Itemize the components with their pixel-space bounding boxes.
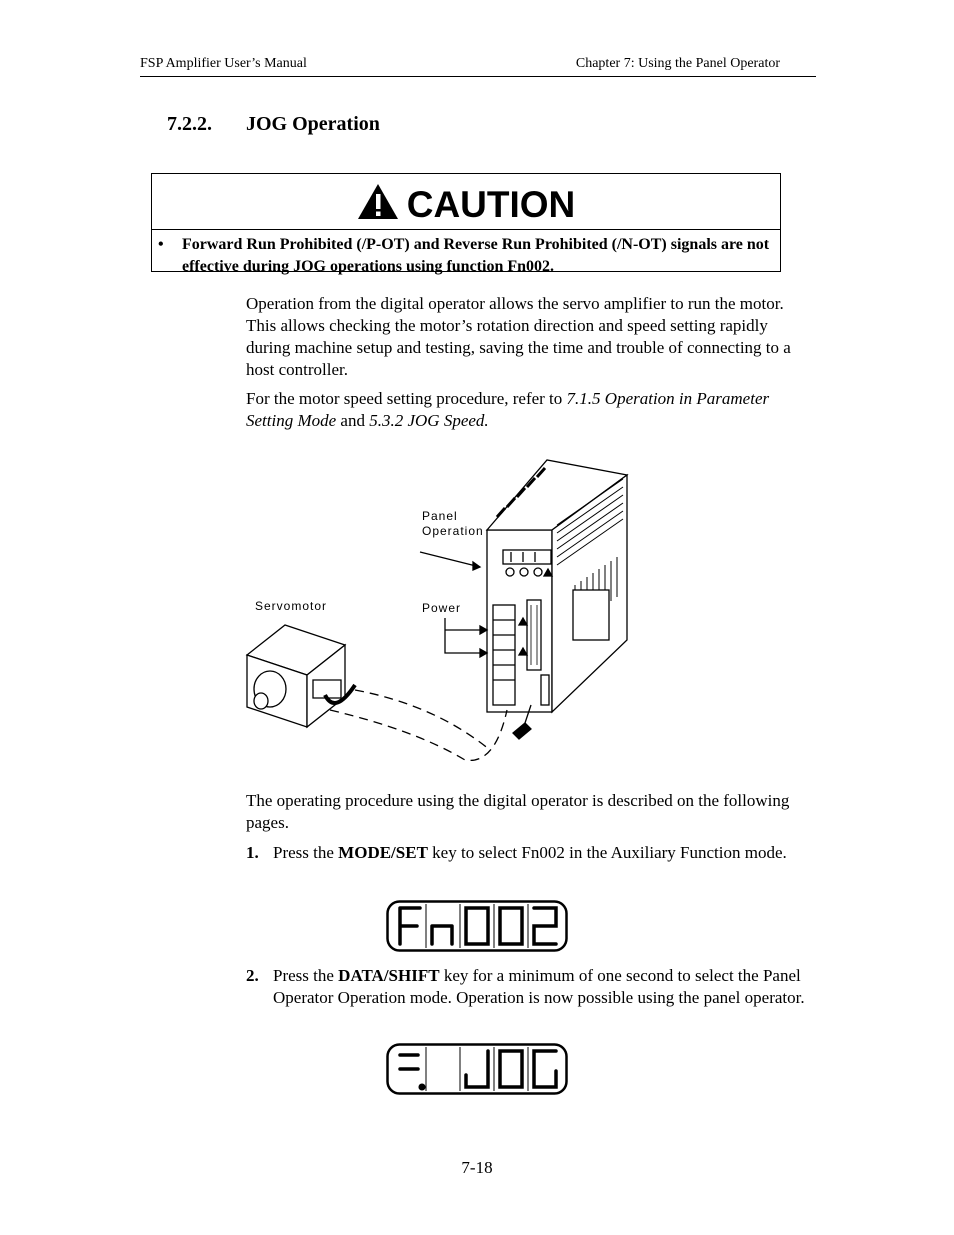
caution-title: CAUTION [406, 184, 576, 225]
reference-link-jog-speed: 5.3.2 JOG Speed. [369, 411, 489, 430]
jog-setup-figure [235, 455, 635, 770]
warning-triangle-icon [357, 183, 399, 220]
display-fn002 [386, 900, 568, 952]
reference-paragraph [246, 388, 806, 432]
step-1-number: 1. [246, 843, 259, 862]
step-2-text-pre: Press the [273, 966, 339, 985]
step-2-number: 2. [246, 966, 259, 985]
label-power: Power [422, 601, 462, 615]
header-manual-title: FSP Amplifier User’s Manual [140, 56, 307, 71]
data-shift-key: DATA/SHIFT [338, 966, 440, 985]
caution-bullet [152, 230, 780, 278]
label-panel-line2: Operation [422, 524, 484, 538]
page-number: 7-18 [461, 1158, 493, 1177]
mode-set-key: MODE/SET [338, 843, 428, 862]
panel-leader-line [420, 552, 480, 567]
servo-amplifier-drawing [487, 460, 627, 712]
step-2-text-post: key for a minimum of one second to select the Panel Operator Operation mode. Operation is now possible using the panel operator. [273, 966, 805, 1007]
section-heading [167, 113, 380, 136]
step-1-text-pre: Press the [273, 843, 339, 862]
label-servomotor: Servomotor [255, 599, 328, 613]
section-number: 7.2.2. [167, 113, 212, 135]
header-chapter-title: Chapter 7: Using the Panel Operator [575, 56, 780, 71]
section-title: JOG Operation [246, 113, 380, 135]
display-jog [386, 1043, 568, 1095]
reference-text-mid: and [336, 411, 370, 430]
step-1-text-post: key to select Fn002 in the Auxiliary Function mode. [427, 843, 787, 862]
step-1 [246, 842, 816, 864]
caution-text: Forward Run Prohibited (/P-OT) and Reverse Run Prohibited (/N-OT) signals are not effective during JOG operations using function Fn002. [182, 236, 770, 275]
reference-link-parameter-mode: 7.1.5 Operation in Parameter Setting Mode [246, 389, 770, 430]
label-panel-line1: Panel [422, 509, 458, 523]
caution-box [151, 173, 781, 275]
power-leader-line [445, 618, 487, 653]
bullet-dot-icon: • [158, 236, 164, 253]
step-2 [246, 965, 816, 1009]
reference-text-pre: For the motor speed setting procedure, refer to [246, 389, 567, 408]
page-header [140, 56, 816, 77]
procedure-paragraph: The operating procedure using the digital operator is described on the following pages. [246, 791, 790, 832]
intro-paragraph: Operation from the digital operator allows the servo amplifier to run the motor. This allows checking the motor’s rotation direction and speed setting rapidly during machine setup and testing, saving the time and trouble of connecting to a host controller. [246, 294, 791, 379]
caution-header [152, 174, 780, 230]
